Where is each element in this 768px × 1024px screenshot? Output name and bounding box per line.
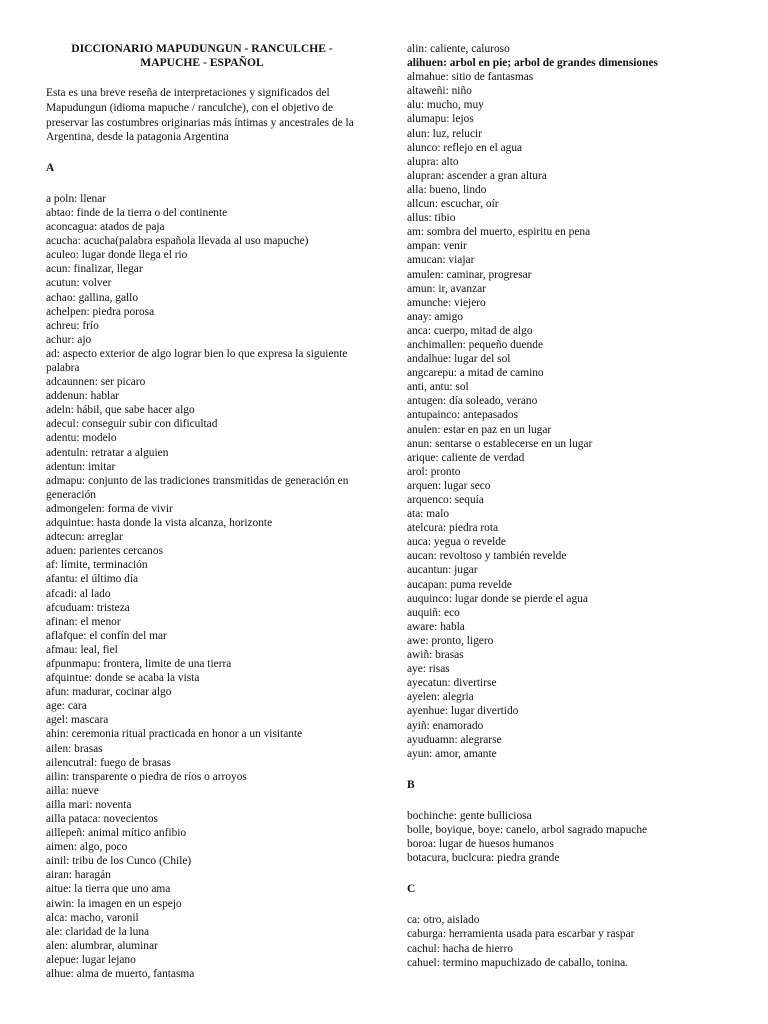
dictionary-entry: alumapu: lejos [407, 113, 474, 126]
dictionary-entry: antupainco: antepasados [407, 409, 519, 422]
dictionary-entry: acutun: volver [46, 277, 112, 290]
dictionary-entry: aye: risas [407, 663, 450, 676]
dictionary-entry: altaweñi: niño [407, 85, 472, 98]
dictionary-entry: amucan: viajar [407, 254, 475, 267]
dictionary-entry: arol: pronto [407, 465, 461, 478]
dictionary-entry: ayenhue: lugar divertido [407, 705, 519, 718]
intro-paragraph: Esta es una breve reseña de interpretaciones y significados del Mapudungun (idioma mapuche / ranculche), con el objetivo de preservar las costumbres originarias más íntimas y ancestrales de la Argentina, desde la patagonia Argentina [46, 87, 354, 144]
entry-list-b [407, 809, 727, 865]
dictionary-entry: anca: cuerpo, mitad de algo [407, 324, 533, 337]
dictionary-entry: acun: finalizar, llegar [46, 263, 143, 276]
dictionary-entry: arquen: lugar seco [407, 479, 491, 492]
dictionary-entry: achreu: frío [46, 319, 99, 332]
dictionary-entry: afantu: el último día [46, 573, 139, 586]
dictionary-entry: af: límite, terminación [46, 559, 148, 572]
dictionary-entry: auca: yegua o revelde [407, 536, 506, 549]
dictionary-entry: a poln: llenar [46, 192, 107, 205]
dictionary-entry: ahin: ceremonia ritual practicada en honor a un visitante [46, 728, 303, 741]
dictionary-entry: aduen: parientes cercanos [46, 545, 164, 558]
dictionary-entry: adecul: conseguir subir con dificultad [46, 418, 218, 431]
dictionary-entry: alca: macho, varonil [46, 911, 139, 924]
dictionary-entry: bochinche: gente bulliciosa [407, 809, 532, 822]
dictionary-entry: antugen: día soleado, verano [407, 395, 538, 408]
dictionary-entry: allcun: escuchar, oír [407, 198, 499, 211]
dictionary-entry: ainil: tribu de los Cunco (Chile) [46, 855, 192, 868]
dictionary-entry: amun: ir, avanzar [407, 282, 486, 295]
dictionary-entry: bolle, boyique, boye: canelo, arbol sagrado mapuche [407, 823, 648, 836]
dictionary-entry: adquintue: hasta donde la vista alcanza, horizonte [46, 517, 273, 530]
dictionary-entry: andalhue: lugar del sol [407, 353, 511, 366]
dictionary-entry: anchimallen: pequeño duende [407, 338, 544, 351]
dictionary-entry: am: sombra del muerto, espiritu en pena [407, 226, 591, 239]
dictionary-entry: adeln: hábil, que sabe hacer algo [46, 404, 195, 417]
right-column [407, 42, 727, 970]
dictionary-entry: cahuel: termino mapuchizado de caballo, tonina. [407, 956, 629, 969]
dictionary-entry: ailla: nueve [46, 784, 99, 797]
dictionary-entry: airan: haragán [46, 869, 111, 882]
dictionary-entry: abtao: finde de la tierra o del continente [46, 206, 228, 219]
dictionary-entry: admapu: conjunto de las tradiciones transmitidas de generación en generación [46, 474, 349, 501]
dictionary-entry: awe: pronto, ligero [407, 634, 494, 647]
section-letter-c: C [407, 883, 416, 896]
dictionary-entry: achur: ajo [46, 333, 92, 346]
dictionary-entry: ale: claridad de la luna [46, 925, 150, 938]
dictionary-entry: agel: mascara [46, 714, 109, 727]
dictionary-entry: afmau: leal, fiel [46, 643, 118, 656]
left-column [46, 42, 358, 981]
dictionary-entry: adcaunnen: ser picaro [46, 376, 146, 389]
dictionary-entry: arquenco: sequía [407, 494, 484, 506]
dictionary-entry: admongelen: forma de vivir [46, 502, 173, 515]
dictionary-entry: ayun: amor, amante [407, 747, 497, 760]
dictionary-entry: ampan: venir [407, 240, 467, 253]
dictionary-entry: boroa: lugar de huesos humanos [407, 838, 554, 851]
dictionary-entry: ailencutral: fuego de brasas [46, 756, 171, 769]
dictionary-entry: ailla mari: noventa [46, 798, 132, 811]
entry-list-left [46, 192, 358, 981]
section-letter-b: B [407, 778, 415, 791]
entry-list-right-a [407, 42, 727, 761]
dictionary-entry: afcadi: al lado [46, 587, 111, 600]
dictionary-entry: achelpen: piedra porosa [46, 305, 155, 318]
dictionary-entry: adentu: modelo [46, 432, 117, 445]
dictionary-entry: alupran: ascender a gran altura [407, 169, 547, 182]
dictionary-entry: age: cara [46, 700, 87, 713]
dictionary-entry: ata: malo [407, 508, 450, 521]
dictionary-entry: cachul: hacha de hierro [407, 942, 513, 955]
dictionary-entry: afcuduam: tristeza [46, 601, 130, 614]
dictionary-entry: aculeo: lugar donde llega el rio [46, 249, 188, 262]
dictionary-entry: amulen: caminar, progresar [407, 268, 532, 281]
dictionary-entry: alhue: alma de muerto, fantasma [46, 968, 195, 981]
dictionary-entry: aitue: la tierra que uno ama [46, 883, 171, 896]
dictionary-entry: anulen: estar en paz en un lugar [407, 423, 552, 436]
dictionary-entry: alepue: lugar lejano [46, 953, 136, 966]
dictionary-entry: achao: gallina, gallo [46, 291, 139, 304]
dictionary-entry: auquiñ: eco [407, 606, 460, 619]
dictionary-entry: caburga: herramienta usada para escarbar y raspar [407, 928, 635, 941]
dictionary-entry: afpunmapu: frontera, limite de una tierra [46, 657, 232, 670]
dictionary-entry: ayuduamn: alegrarse [407, 733, 502, 746]
dictionary-entry: aiwin: la imagen en un espejo [46, 897, 182, 910]
dictionary-entry: acucha: acucha(palabra española llevada al uso mapuche) [46, 235, 309, 248]
dictionary-entry: anay: amigo [407, 310, 463, 323]
dictionary-entry: alin: caliente, caluroso [407, 43, 510, 55]
dictionary-entry: atelcura: piedra rota [407, 522, 499, 535]
dictionary-entry: adentuln: retratar a alguien [46, 446, 169, 459]
dictionary-entry: afinan: el menor [46, 615, 121, 628]
dictionary-entry: ad: aspecto exterior de algo lograr bien lo que expresa la siguiente palabra [46, 347, 348, 374]
dictionary-entry: aucantun: jugar [407, 564, 478, 577]
dictionary-entry: anun: sentarse o establecerse en un lugar [407, 437, 593, 450]
dictionary-entry: ailla pataca: novecientos [46, 813, 158, 825]
entry-list-c [407, 913, 727, 969]
dictionary-entry: adtecun: arreglar [46, 531, 123, 544]
dictionary-entry: auquinco: lugar donde se pierde el agua [407, 592, 588, 605]
dictionary-entry: arique: caliente de verdad [407, 451, 525, 464]
dictionary-entry: almahue: sitio de fantasmas [407, 71, 534, 84]
dictionary-entry: alunco: reflejo en el agua [407, 141, 523, 154]
dictionary-entry: alla: bueno, lindo [407, 183, 487, 196]
dictionary-entry: aucapan: puma revelde [407, 578, 512, 591]
dictionary-entry: amunche: viejero [407, 296, 486, 309]
dictionary-entry: ailen: brasas [46, 742, 103, 755]
dictionary-entry: ayelen: alegria [407, 691, 474, 704]
dictionary-entry: ca: otro, aislado [407, 914, 480, 927]
dictionary-entry: adentun: imitar [46, 460, 116, 473]
dictionary-entry: anti, antu: sol [407, 381, 469, 394]
dictionary-entry: ayecatun: divertirse [407, 677, 497, 690]
dictionary-entry: aware: habla [407, 620, 465, 633]
dictionary-entry: allus: tibio [407, 212, 456, 225]
dictionary-entry: botacura, buclcura: piedra grande [407, 852, 560, 865]
dictionary-entry: ailin: transparente o piedra de ríos o arroyos [46, 770, 247, 783]
dictionary-entry: aflafque: el confín del mar [46, 629, 167, 642]
dictionary-entry: aucan: revoltoso y también revelde [407, 550, 567, 563]
dictionary-entry: afun: madurar, cocinar algo [46, 686, 172, 699]
dictionary-entry: alupra: alto [407, 155, 459, 168]
dictionary-entry: addenun: hablar [46, 390, 120, 403]
dictionary-entry: afquintue: donde se acaba la vista [46, 672, 200, 685]
document-title: DICCIONARIO MAPUDUNGUN - RANCULCHE - MAPUCHE - ESPAÑOL [71, 42, 333, 70]
dictionary-entry: ayiñ: enamorado [407, 719, 484, 732]
section-letter-a: A [46, 161, 55, 174]
dictionary-entry: aconcagua: atados de paja [46, 221, 165, 234]
dictionary-entry: aillepeñ: animal mítico anfibio [46, 827, 187, 840]
dictionary-entry: alu: mucho, muy [407, 99, 484, 112]
dictionary-entry: alihuen: arbol en pie; arbol de grandes dimensiones [407, 57, 658, 70]
dictionary-entry: angcarepu: a mitad de camino [407, 367, 544, 380]
dictionary-entry: alun: luz, relucir [407, 127, 482, 140]
dictionary-entry: awiñ: brasas [407, 649, 464, 662]
dictionary-entry: alen: alumbrar, aluminar [46, 939, 158, 952]
dictionary-entry: aimen: algo, poco [46, 841, 128, 854]
